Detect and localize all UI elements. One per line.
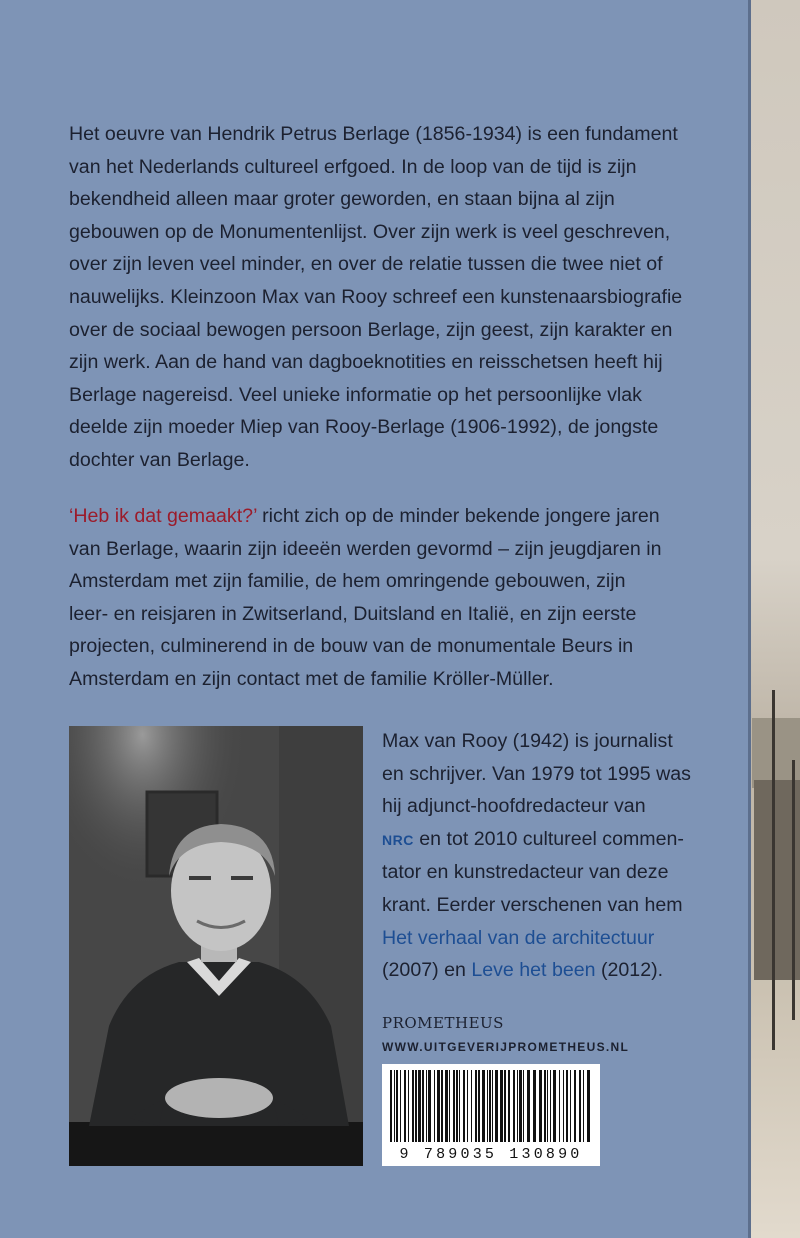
blurb-line: zijn werk. Aan de hand van dagboeknotities en reisschetsen heeft hij <box>69 351 663 374</box>
bio-line: tator en kunstredacteur van deze <box>382 861 669 884</box>
focus-paragraph <box>69 500 737 696</box>
book-title-highlight: ‘Heb ik dat gemaakt?’ <box>69 505 257 527</box>
blurb-line: Berlage nagereisd. Veel unieke informatie op het persoonlijke vlak <box>69 383 642 406</box>
barcode-bar <box>408 1070 409 1142</box>
barcode-bar <box>422 1070 424 1142</box>
author-portrait <box>69 726 363 1166</box>
barcode-bar <box>390 1070 392 1142</box>
barcode-bar <box>489 1070 491 1142</box>
bio-line: en schrijver. Van 1979 tot 1995 was <box>382 762 691 785</box>
barcode-bar <box>449 1070 450 1142</box>
barcode-bar <box>467 1070 468 1142</box>
barcode-bar <box>566 1070 568 1142</box>
barcode-bar <box>579 1070 581 1142</box>
barcode-bar <box>404 1070 406 1142</box>
photo-lamppost <box>792 760 795 1020</box>
barcode-bar <box>487 1070 488 1142</box>
front-cover-photo-edge <box>748 0 800 1238</box>
bio-line: krant. Eerder verschenen van hem <box>382 893 683 916</box>
barcode-bar <box>437 1070 440 1142</box>
bio-line: hij adjunct-hoofdredacteur van <box>382 795 646 818</box>
bio-line-rest: en tot 2010 cultureel commen- <box>413 827 684 850</box>
barcode-bar <box>482 1070 485 1142</box>
barcode-bar <box>412 1070 414 1142</box>
focus-line: projecten, culminerend in de bouw van de monumentale Beurs in <box>69 635 634 658</box>
barcode-digits: 9 789035 130890 <box>399 1146 583 1163</box>
barcode-bar <box>426 1070 427 1142</box>
blurb-line: dochter van Berlage. <box>69 448 250 471</box>
barcode-bar <box>471 1070 472 1142</box>
barcode-bar <box>570 1070 571 1142</box>
barcode-bar <box>587 1070 590 1142</box>
barcode-bar <box>559 1070 560 1142</box>
isbn-barcode <box>382 1064 600 1166</box>
barcode-bar <box>495 1070 498 1142</box>
focus-line: Amsterdam met zijn familie, de hem omringende gebouwen, zijn <box>69 570 626 593</box>
barcode-bar <box>415 1070 417 1142</box>
blurb-line: van het Nederlands cultureel erfgoed. In de loop van de tijd is zijn <box>69 155 637 178</box>
barcode-bar <box>527 1070 530 1142</box>
barcode-bar <box>563 1070 564 1142</box>
focus-line: van Berlage, waarin zijn ideeën werden gevormd – zijn jeugdjaren in <box>69 537 662 560</box>
barcode-bar <box>453 1070 455 1142</box>
barcode-bar <box>456 1070 458 1142</box>
barcode-bar <box>475 1070 477 1142</box>
book1-year: (2007) en <box>382 959 472 982</box>
book-title-architectuur: Het verhaal van de architectuur <box>382 926 655 949</box>
barcode-bar <box>418 1070 421 1142</box>
barcode-bar <box>517 1070 518 1142</box>
barcode-bar <box>547 1070 548 1142</box>
blurb-line: over de sociaal bewogen persoon Berlage, zijn geest, zijn karakter en <box>69 318 673 341</box>
barcode-bar <box>394 1070 395 1142</box>
bio-line: Max van Rooy (1942) is journalist <box>382 730 673 752</box>
barcode-bar <box>523 1070 524 1142</box>
author-bio <box>382 725 722 987</box>
barcode-bar <box>519 1070 522 1142</box>
blurb-paragraph <box>69 118 737 477</box>
barcode-bar <box>544 1070 546 1142</box>
photo-border <box>748 0 751 1238</box>
publisher-logo: PROMETHEUS <box>382 1014 504 1032</box>
blurb-line: deelde zijn moeder Miep van Rooy-Berlage (1906-1992), de jongste <box>69 416 659 439</box>
book-title-leve-het-been: Leve het been <box>471 959 596 982</box>
focus-line: leer- en reisjaren in Zwitserland, Duitsland en Italië, en zijn eerste <box>69 602 637 625</box>
barcode-bar <box>550 1070 551 1142</box>
focus-line: richt zich op de minder bekende jongere jaren <box>256 505 660 527</box>
blurb-line: gebouwen op de Monumentenlijst. Over zijn werk is veel geschreven, <box>69 220 671 243</box>
barcode-bar <box>434 1070 435 1142</box>
nrc-logo: NRC <box>382 831 414 848</box>
barcode-bar <box>396 1070 398 1142</box>
barcode-bar <box>539 1070 542 1142</box>
blurb-line: Het oeuvre van Hendrik Petrus Berlage (1856-1934) is een fundament <box>69 123 678 145</box>
barcode-bar <box>504 1070 506 1142</box>
barcode-bar <box>553 1070 556 1142</box>
bio-line-books <box>382 954 722 987</box>
book2-year: (2012). <box>595 959 664 982</box>
barcode-bar <box>574 1070 576 1142</box>
bio-line-nrc <box>382 823 722 857</box>
barcode-bar <box>492 1070 493 1142</box>
barcode-bar <box>500 1070 503 1142</box>
barcode-bar <box>441 1070 443 1142</box>
barcode-bar <box>478 1070 480 1142</box>
barcode-bar <box>428 1070 431 1142</box>
publisher-url: WWW.UITGEVERIJPROMETHEUS.NL <box>382 1040 630 1054</box>
blurb-line: bekendheid alleen maar groter geworden, en staan bijna al zijn <box>69 188 615 211</box>
barcode-bar <box>583 1070 584 1142</box>
focus-line: Amsterdam en zijn contact met de familie Kröller-Müller. <box>69 667 554 690</box>
barcode-bar <box>463 1070 465 1142</box>
barcode-bars <box>390 1070 592 1142</box>
barcode-bar <box>533 1070 536 1142</box>
barcode-bar <box>400 1070 401 1142</box>
barcode-bar <box>513 1070 515 1142</box>
barcode-bar <box>459 1070 460 1142</box>
barcode-bar <box>445 1070 448 1142</box>
blurb-line: nauwelijks. Kleinzoon Max van Rooy schreef een kunstenaarsbiografie <box>69 285 683 308</box>
blurb-line: over zijn leven veel minder, en over de relatie tussen die twee niet of <box>69 253 663 276</box>
barcode-bar <box>508 1070 510 1142</box>
photo-lamppost <box>772 690 775 1050</box>
